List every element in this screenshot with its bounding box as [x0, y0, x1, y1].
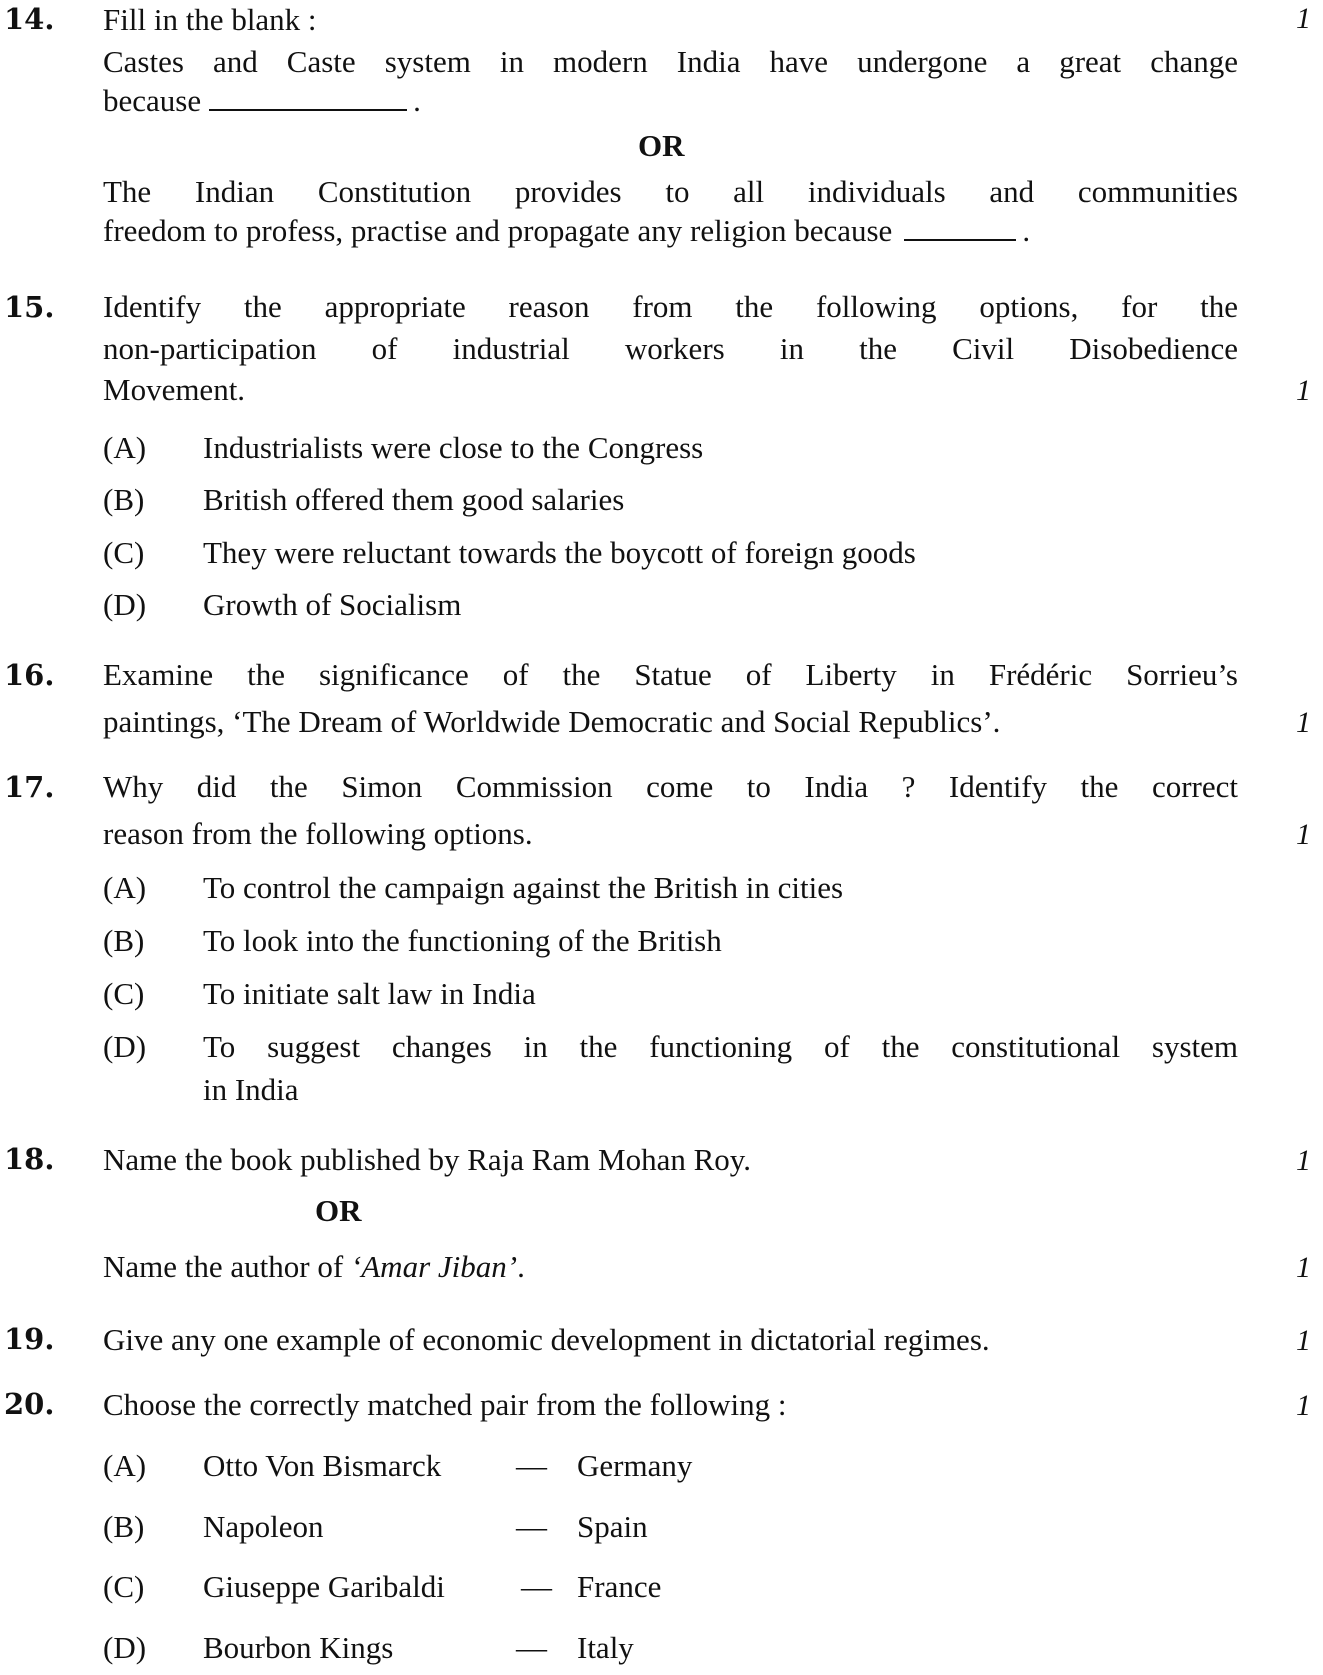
option-a	[0, 868, 1323, 908]
question-text: Castes and Caste system in modern India have undergone a great change	[103, 44, 1238, 79]
marks: 1	[1296, 1389, 1311, 1422]
option-text: To suggest changes in the functioning of the constitutional system	[203, 1029, 1238, 1064]
question-text: Choose the correctly matched pair from the following :	[103, 1387, 787, 1422]
or-separator: OR	[315, 1193, 362, 1228]
marks: 1	[1296, 706, 1311, 739]
question-number: 19.	[4, 1322, 55, 1356]
option-d	[0, 1628, 1323, 1668]
marks: 1	[1296, 1144, 1311, 1177]
option-text: To look into the functioning of the British	[203, 923, 722, 958]
option-label: (B)	[103, 482, 145, 517]
or-separator: OR	[638, 128, 685, 163]
question-text: paintings, ‘The Dream of Worldwide Democratic and Social Republics’.	[103, 704, 1001, 739]
book-title: ‘Amar Jiban’	[350, 1249, 518, 1284]
question-text: Identify the appropriate reason from the following options, for the	[103, 289, 1238, 324]
question-number: 15.	[4, 290, 55, 324]
option-text: British offered them good salaries	[203, 482, 625, 517]
option-a	[0, 1446, 1323, 1486]
question-text: non-participation of industrial workers in the Civil Disobedience	[103, 331, 1238, 366]
marks: 1	[1296, 374, 1311, 407]
option-dash: —	[516, 1448, 547, 1483]
question-text	[103, 81, 1238, 121]
option-b	[0, 921, 1323, 961]
option-label: (A)	[103, 430, 147, 465]
alternative-question-text	[103, 1247, 1238, 1287]
option-label: (C)	[103, 535, 145, 570]
alternative-question-text	[103, 211, 1238, 251]
option-c	[0, 974, 1323, 1014]
option-b	[0, 480, 1323, 520]
option-text: To initiate salt law in India	[203, 976, 536, 1011]
marks: 1	[1296, 818, 1311, 851]
option-country: Germany	[577, 1448, 693, 1483]
option-person: Bourbon Kings	[203, 1630, 394, 1665]
option-person: Napoleon	[203, 1509, 324, 1544]
option-person: Otto Von Bismarck	[203, 1448, 442, 1483]
question-number: 14.	[4, 2, 55, 36]
question-text: Examine the significance of the Statue of Liberty in Frédéric Sorrieu’s	[103, 657, 1238, 692]
option-text: Growth of Socialism	[203, 587, 462, 622]
option-label: (C)	[103, 976, 145, 1011]
answer-blank	[904, 215, 1016, 241]
question-number: 17.	[4, 770, 55, 804]
marks: 1	[1296, 1324, 1311, 1357]
question-number: 20.	[4, 1387, 55, 1421]
option-dash: —	[516, 1509, 547, 1544]
question-text: reason from the following options.	[103, 816, 533, 851]
option-label: (D)	[103, 587, 147, 622]
answer-blank	[209, 85, 407, 111]
option-label: (B)	[103, 1509, 145, 1544]
question-text: Name the book published by Raja Ram Mohan Roy.	[103, 1142, 752, 1177]
question-text: Movement.	[103, 372, 246, 407]
option-country: Spain	[577, 1509, 648, 1544]
option-dash: —	[516, 1630, 547, 1665]
option-country: Italy	[577, 1630, 634, 1665]
marks: 1	[1296, 1251, 1311, 1284]
option-text: Industrialists were close to the Congress	[203, 430, 704, 465]
option-d	[0, 1027, 1323, 1117]
option-c	[0, 533, 1323, 573]
option-person: Giuseppe Garibaldi	[203, 1569, 445, 1604]
option-label: (B)	[103, 923, 145, 958]
option-label: (A)	[103, 1448, 147, 1483]
option-text-continued: in India	[203, 1072, 299, 1107]
option-c	[0, 1567, 1323, 1607]
option-d	[0, 585, 1323, 625]
question-prompt: Fill in the blank :	[103, 2, 317, 37]
question-text-end: .	[413, 83, 421, 118]
question-text: Give any one example of economic development in dictatorial regimes.	[103, 1322, 990, 1357]
option-text: They were reluctant towards the boycott of foreign goods	[203, 535, 916, 570]
question-text-end: .	[517, 1249, 525, 1284]
question-text-end: .	[1022, 213, 1031, 248]
question-text-start: Name the author of	[103, 1249, 344, 1284]
option-label: (A)	[103, 870, 147, 905]
question-text: Why did the Simon Commission come to India ? Identify the correct	[103, 769, 1238, 804]
question-number: 18.	[4, 1142, 55, 1176]
option-label: (D)	[103, 1029, 147, 1064]
option-label: (C)	[103, 1569, 145, 1604]
alternative-question-text: The Indian Constitution provides to all individuals and communities	[103, 174, 1238, 209]
question-number: 16.	[4, 658, 55, 692]
question-text-start: freedom to profess, practise and propagate any religion because	[103, 213, 893, 248]
option-a	[0, 428, 1323, 468]
option-label: (D)	[103, 1630, 147, 1665]
option-dash: —	[521, 1569, 552, 1604]
option-b	[0, 1507, 1323, 1547]
marks: 1	[1296, 2, 1311, 35]
option-text: To control the campaign against the British in cities	[203, 870, 844, 905]
option-country: France	[577, 1569, 662, 1604]
question-text-start: because	[103, 83, 202, 118]
